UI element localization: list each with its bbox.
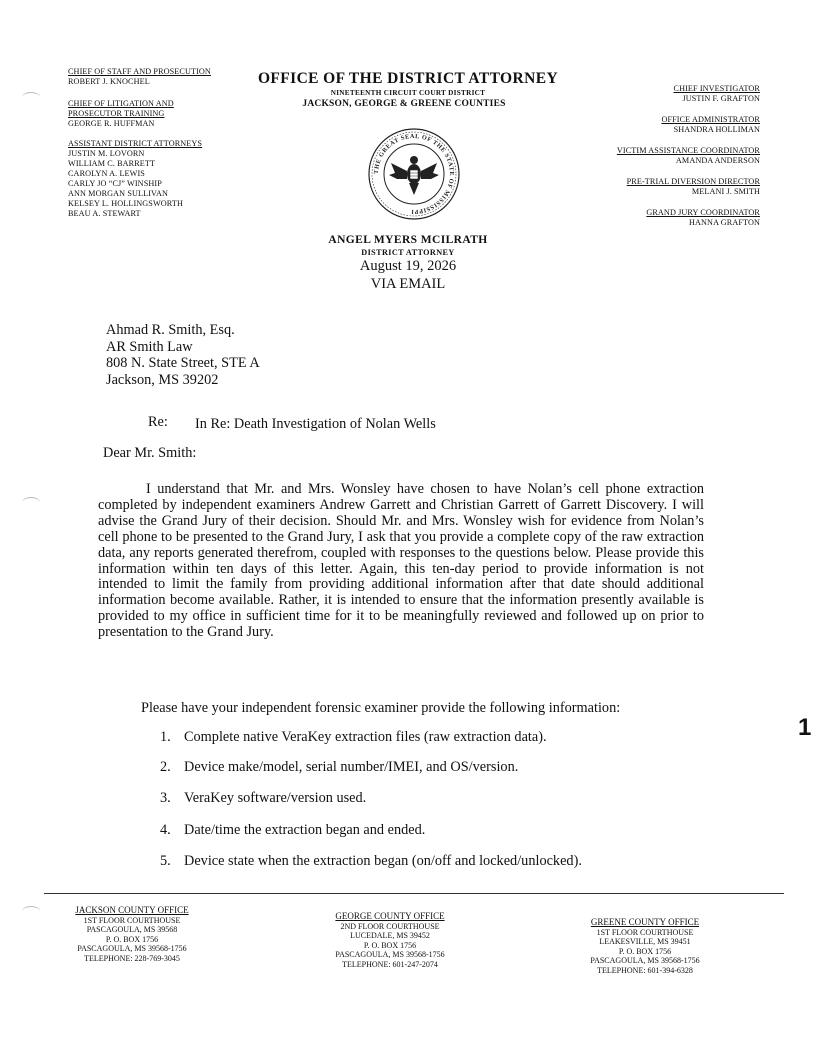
footer-line: PASCAGOULA, MS 39568-1756: [590, 956, 700, 965]
address-line: Ahmad R. Smith, Esq.: [106, 322, 235, 338]
footer-line: TELEPHONE: 228-769-3045: [84, 953, 180, 963]
footer-office-title: GREENE COUNTY OFFICE: [590, 917, 700, 927]
list-item: [160, 822, 680, 839]
body-paragraph: I understand that Mr. and Mrs. Wonsley have chosen to have Nolan’s cell phone extraction completed by independent examiners Andrew Garrett and Christian Garrett of Garrett Discovery. I will advise the Grand Jury of their decision. Should Mr. and Mrs. Wonsley wish for evidence from Nolan’s cell phone to be presented to the Grand Jury, I ask that you provide a complete copy of the raw extraction data, any reports generated therefrom, coupled with responses to the questions below. Please provide this information within ten days of this letter. Again, this ten-day period to provide information is not intended to limit the family from providing additional information after that date should additional information become available. Rather, it is intended to ensure that the information presently available is provided to my office in sufficient time for it to be meaningfully reviewed and followed up on prior to presentation to the Grand Jury.: [98, 481, 704, 641]
footer-divider: [44, 893, 784, 894]
re-subject: In Re: Death Investigation of Nolan Wells: [195, 416, 436, 432]
footer-line: P. O. BOX 1756: [363, 940, 417, 950]
scan-artifact: [22, 497, 40, 508]
list-number: 3.: [160, 790, 171, 806]
re-label: Re:: [148, 414, 168, 430]
delivery-method: VIA EMAIL: [370, 276, 446, 292]
ada-name: CAROLYN A. LEWIS: [68, 169, 145, 178]
chief-litigation-title-2: PROSECUTOR TRAINING: [68, 109, 165, 118]
footer-line: TELEPHONE: 601-247-2074: [342, 959, 438, 969]
footer-greene-office: [575, 918, 715, 975]
staff-title: CHIEF INVESTIGATOR: [673, 84, 760, 93]
staff-title: OFFICE ADMINISTRATOR: [661, 115, 760, 124]
list-item: [160, 759, 680, 776]
footer-line: PASCAGOULA, MS 39568: [86, 925, 178, 934]
address-line: AR Smith Law: [106, 338, 193, 355]
footer-line: PASCAGOULA, MS 39568-1756: [77, 944, 187, 953]
letter-date: August 19, 2026: [359, 258, 457, 274]
list-item: [160, 790, 680, 807]
list-number: 2.: [160, 759, 171, 775]
footer-line: P. O. BOX 1756: [618, 946, 672, 956]
list-number: 5.: [160, 853, 171, 869]
ada-name: CARLY JO “CJ” WINSHIP: [68, 179, 162, 188]
ada-name: JUSTIN M. LOVORN: [68, 149, 145, 158]
chief-litigation-name: GEORGE R. HUFFMAN: [68, 119, 155, 128]
list-text: Device state when the extraction began (on/off and locked/unlocked).: [184, 853, 582, 869]
list-text: Date/time the extraction began and ended.: [184, 822, 426, 838]
address-line: 808 N. State Street, STE A: [106, 355, 260, 371]
staff-name: SHANDRA HOLLIMAN: [673, 125, 760, 134]
ada-name: ANN MORGAN SULLIVAN: [68, 189, 169, 198]
list-text: Device make/model, serial number/IMEI, and OS/version.: [184, 759, 519, 775]
footer-line: LUCEDALE, MS 39452: [350, 931, 430, 940]
footer-line: 2ND FLOOR COURTHOUSE: [340, 921, 440, 931]
footer-line: 1ST FLOOR COURTHOUSE: [596, 927, 694, 937]
request-intro: Please have your independent forensic examiner provide the following information:: [141, 700, 621, 716]
da-title: DISTRICT ATTORNEY: [361, 248, 455, 257]
salutation: Dear Mr. Smith:: [103, 445, 197, 461]
ada-name: WILLIAM C. BARRETT: [68, 159, 156, 168]
footer-office-title: JACKSON COUNTY OFFICE: [75, 905, 189, 915]
da-name: ANGEL MYERS MCILRATH: [328, 234, 488, 246]
footer-george-office: [320, 912, 460, 969]
staff-name: JUSTIN F. GRAFTON: [682, 94, 760, 103]
scan-artifact: [22, 906, 40, 917]
counties-line: JACKSON, GEORGE & GREENE COUNTIES: [302, 99, 506, 109]
staff-name: HANNA GRAFTON: [689, 218, 760, 227]
district-line: NINETEENTH CIRCUIT COURT DISTRICT: [330, 89, 486, 97]
staff-title: PRE-TRIAL DIVERSION DIRECTOR: [626, 177, 760, 186]
staff-name: AMANDA ANDERSON: [675, 156, 760, 165]
list-text: Complete native VeraKey extraction files (raw extraction data).: [184, 729, 547, 745]
footer-line: LEAKESVILLE, MS 39451: [599, 937, 691, 946]
seal-ring-text: THE GREAT SEAL OF THE STATE OF MISSISSIPPI: [372, 132, 456, 216]
staff-title: GRAND JURY COORDINATOR: [646, 208, 760, 217]
staff-title: VICTIM ASSISTANCE COORDINATOR: [616, 146, 760, 155]
list-number: 1.: [160, 729, 171, 745]
footer-line: TELEPHONE: 601-394-6328: [597, 965, 693, 975]
footer-line: 1ST FLOOR COURTHOUSE: [83, 915, 181, 925]
staff-name: MELANI J. SMITH: [691, 187, 760, 196]
scan-artifact: [22, 92, 40, 103]
list-text: VeraKey software/version used.: [184, 790, 367, 806]
right-staff-list: [530, 84, 760, 228]
list-number: 4.: [160, 822, 171, 838]
footer-line: PASCAGOULA, MS 39568-1756: [335, 950, 445, 959]
list-item: [160, 853, 680, 870]
recipient-address: [106, 322, 260, 388]
seal-graphic: [367, 127, 461, 221]
state-seal: [367, 127, 461, 221]
ada-name: KELSEY L. HOLLINGSWORTH: [68, 199, 183, 208]
eagle-icon: [389, 156, 439, 195]
chief-of-staff-title: CHIEF OF STAFF AND PROSECUTION: [68, 67, 211, 76]
ada-name: BEAU A. STEWART: [68, 209, 141, 218]
list-item: [160, 729, 680, 746]
chief-litigation-title: CHIEF OF LITIGATION AND: [68, 99, 174, 108]
office-title: OFFICE OF THE DISTRICT ATTORNEY: [257, 70, 559, 87]
ada-title: ASSISTANT DISTRICT ATTORNEYS: [68, 139, 203, 148]
footer-jackson-office: [62, 906, 202, 963]
address-line: Jackson, MS 39202: [106, 371, 219, 388]
chief-of-staff-name: ROBERT J. KNOCHEL: [68, 77, 150, 86]
footer-office-title: GEORGE COUNTY OFFICE: [335, 911, 445, 921]
page-mark: 1: [798, 714, 812, 741]
footer-line: P. O. BOX 1756: [105, 934, 159, 944]
